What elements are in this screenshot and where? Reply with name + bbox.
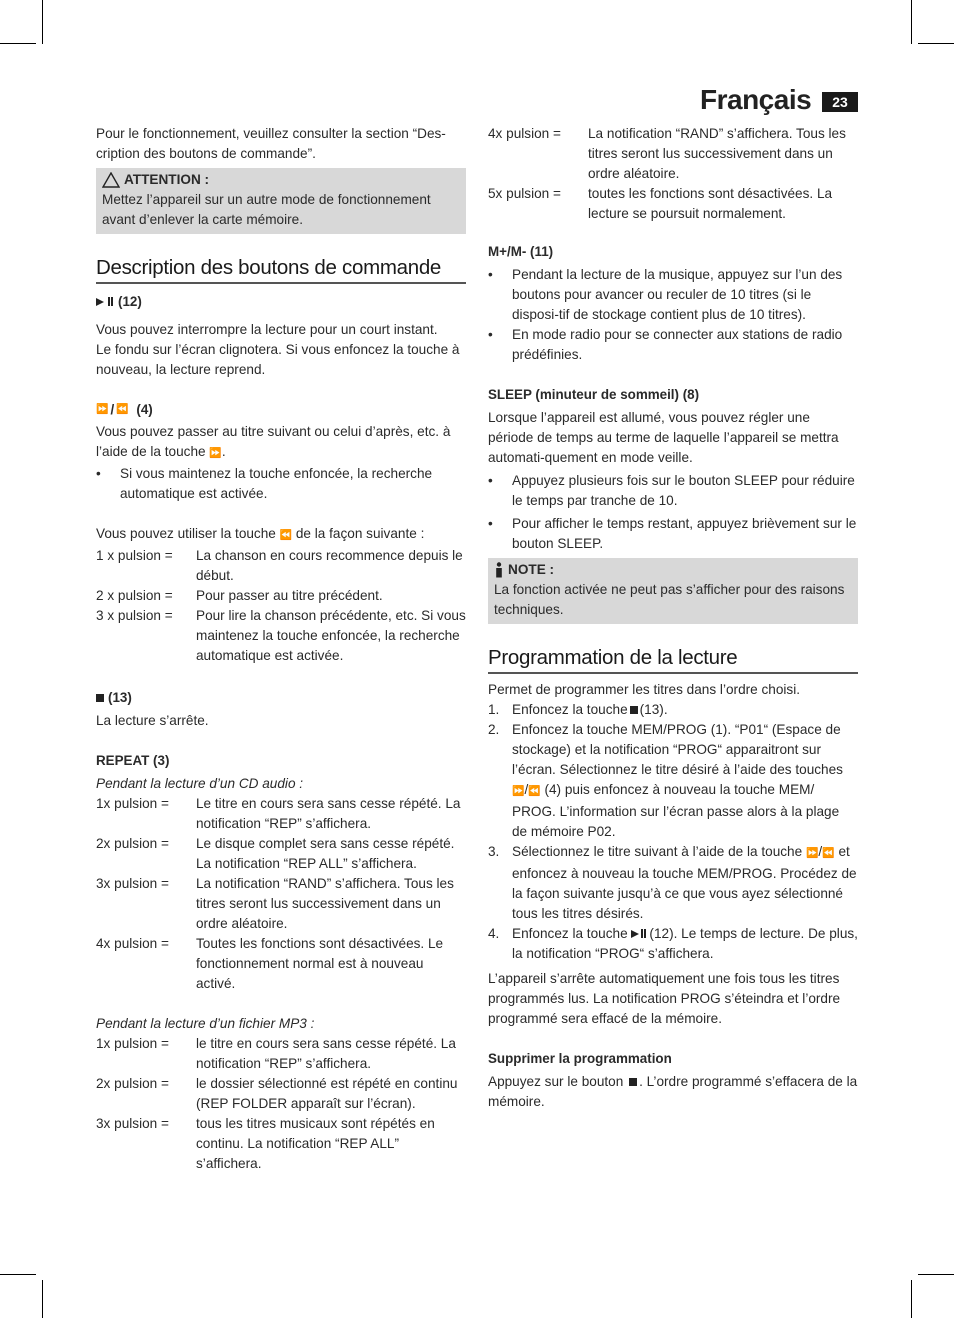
skip-forward-icon: ⏩ xyxy=(96,404,109,415)
stop-subtitle: (13) xyxy=(96,688,466,708)
skip-back-icon: ⏪ xyxy=(116,404,129,415)
table-row: 1 x pulsion = La chanson en cours recommence depuis le début. xyxy=(96,548,463,583)
skip-text-2: Vous pouvez utiliser la touche ⏪ de la façon suivante : xyxy=(96,526,425,541)
attention-text: Mettez l’appareil sur un autre mode de fonctionnement avant d’enlever la carte mémoire. xyxy=(102,192,431,227)
crop-mark xyxy=(911,0,912,44)
crop-mark xyxy=(918,1274,954,1275)
pause-icon xyxy=(641,929,646,938)
list-item: • Pendant la lecture de la musique, appuyez sur l’un des boutons pour avancer ou reculer de 10 titres (si le disposi-tif de stockage contient plus de 10 titres). xyxy=(488,267,843,322)
table-row: 5x pulsion = toutes les fonctions sont désactivées. La lecture se poursuit normalement. xyxy=(488,186,833,221)
programming-end-text: L’appareil s’arrête automatiquement une fois tous les titres programmés lus. La notification PROG s’éteindra et l’ordre programmé sera effacé de la mémoire. xyxy=(488,971,841,1026)
left-column xyxy=(96,124,466,1174)
skip-press-table xyxy=(96,546,466,666)
skip-forward-icon: ⏩ xyxy=(209,448,222,459)
stop-text: La lecture s’arrête. xyxy=(96,713,209,728)
table-row: 3x pulsion = tous les titres musicaux sont répétés en continu. La notification “REP ALL” s’affichera. xyxy=(96,1116,435,1171)
skip-back-icon: ⏪ xyxy=(528,786,541,797)
warning-icon xyxy=(102,172,120,188)
skip-back-icon: ⏪ xyxy=(279,530,293,541)
table-row: 2 x pulsion = Pour passer au titre précédent. xyxy=(96,588,383,603)
list-item: 1. Enfoncez la touche (13). xyxy=(488,702,668,717)
list-item: 4. Enfoncez la touche (12). Le temps de lecture. De plus, la notification “PROG“ s’affichera. xyxy=(488,926,858,961)
pause-icon xyxy=(108,297,113,306)
crop-mark xyxy=(42,1280,43,1318)
play-text-2: Le fondu sur l’écran clignotera. Si vous enfoncez la touche à nouveau, la lecture reprend. xyxy=(96,342,460,377)
play-icon xyxy=(96,298,104,306)
skip-bullets xyxy=(96,464,466,504)
intro-text: Pour le fonctionnement, veuillez consulter la section “Des-cription des boutons de commande”. xyxy=(96,126,446,161)
skip-forward-icon: ⏩ xyxy=(512,786,525,797)
table-row: 1x pulsion = le titre en cours sera sans cesse répété. La notification “REP” s’affichera. xyxy=(96,1036,456,1071)
table-row: 4x pulsion = La notification “RAND” s’affichera. Tous les titres seront lus successivement dans un ordre aléatoire. xyxy=(488,126,846,181)
crop-mark xyxy=(0,1274,36,1275)
sleep-bullets xyxy=(488,471,858,554)
repeat-mp3-label: Pendant la lecture d’un fichier MP3 : xyxy=(96,1016,315,1031)
sleep-text: Lorsque l’appareil est allumé, vous pouvez régler une période de temps au terme de laquelle l’appareil se mettra automati-quement en mode veille. xyxy=(488,410,839,465)
play-text-1: Vous pouvez interrompre la lecture pour un court instant. xyxy=(96,322,438,337)
list-item: • Appuyez plusieurs fois sur le bouton SLEEP pour réduire le temps par tranche de 10. xyxy=(488,473,855,508)
crop-mark xyxy=(918,43,954,44)
section-heading-buttons: Description des boutons de commande xyxy=(96,258,466,284)
stop-icon xyxy=(630,706,638,714)
table-row: 1x pulsion = Le titre en cours sera sans cesse répété. La notification “REP” s’affichera. xyxy=(96,796,461,831)
note-box xyxy=(488,558,858,624)
sleep-subtitle: SLEEP (minuteur de sommeil) (8) xyxy=(488,387,700,402)
table-row: 3x pulsion = La notification “RAND” s’affichera. Tous les titres seront lus successivement dans un ordre aléatoire. xyxy=(96,876,454,931)
note-text: La fonction activée ne peut pas s’afficher pour des raisons techniques. xyxy=(494,582,845,617)
info-icon xyxy=(494,562,504,578)
repeat-subtitle: REPEAT (3) xyxy=(96,753,170,768)
attention-title: ATTENTION : xyxy=(102,170,460,190)
right-column xyxy=(488,124,858,1112)
table-row: 2x pulsion = le dossier sélectionné est répété en continu (REP FOLDER apparaît sur l’écran). xyxy=(96,1076,458,1111)
skip-text-1: Vous pouvez passer au titre suivant ou celui d’après, etc. à l’aide de la touche ⏩. xyxy=(96,424,451,459)
crop-mark xyxy=(911,1280,912,1318)
page-language-title: Français xyxy=(700,84,812,115)
crop-mark xyxy=(42,0,43,44)
list-item: • En mode radio pour se connecter aux stations de radio prédéfinies. xyxy=(488,327,843,362)
mem-bullets xyxy=(488,265,858,365)
mem-subtitle: M+/M- (11) xyxy=(488,244,554,259)
note-title: NOTE : xyxy=(494,560,852,580)
programming-intro: Permet de programmer les titres dans l’ordre choisi. xyxy=(488,682,801,697)
skip-subtitle: ⏩ / ⏪ (4) xyxy=(96,400,466,420)
skip-back-icon: ⏪ xyxy=(822,848,835,859)
delete-text: Appuyez sur le bouton . L’ordre programmé s’effacera de la mémoire. xyxy=(488,1074,858,1109)
table-row: 4x pulsion = Toutes les fonctions sont désactivées. Le fonctionnement normal est à nouveau activé. xyxy=(96,936,444,991)
stop-icon xyxy=(96,694,104,702)
repeat-continued-table xyxy=(488,124,858,224)
list-item: • Pour afficher le temps restant, appuyez brièvement sur le bouton SLEEP. xyxy=(488,516,857,551)
section-heading-programming: Programmation de la lecture xyxy=(488,648,858,674)
table-row: 3 x pulsion = Pour lire la chanson précédente, etc. Si vous maintenez la touche enfoncée, la recherche automatique est activée. xyxy=(96,608,466,663)
table-row: 2x pulsion = Le disque complet sera sans cesse répété. La notification “REP ALL” s’affichera. xyxy=(96,836,455,871)
list-item: 2. Enfoncez la touche MEM/PROG (1). “P01“ (Espace de stockage) et la notification “PROG“ apparaitront sur l’écran. Sélectionnez le titre désiré à l’aide des touches ⏩/⏪ (4) puis enfoncez à nouveau la touche MEM/ PROG. L’information sur l’écran passe alors à la plage de mémoire P02. xyxy=(488,722,843,839)
repeat-cd-table xyxy=(96,794,466,994)
skip-forward-icon: ⏩ xyxy=(805,848,819,859)
delete-subtitle: Supprimer la programmation xyxy=(488,1051,672,1066)
list-item: • Si vous maintenez la touche enfoncée, la recherche automatique est activée. xyxy=(96,466,433,501)
repeat-mp3-table xyxy=(96,1034,466,1174)
crop-mark xyxy=(0,43,36,44)
play-pause-subtitle: (12) xyxy=(96,292,466,312)
stop-icon xyxy=(629,1078,637,1086)
play-icon xyxy=(631,930,639,938)
list-item: 3. Sélectionnez le titre suivant à l’aide de la touche ⏩/⏪ et enfoncez à nouveau la touche MEM/PROG. Procédez de la façon suivante jusqu’à ce que vous ayez sélectionné tous les titres désirés. xyxy=(488,844,857,921)
repeat-cd-label: Pendant la lecture d’un CD audio : xyxy=(96,776,304,791)
page-number: 23 xyxy=(822,92,858,112)
attention-box xyxy=(96,168,466,234)
programming-steps xyxy=(488,700,858,964)
